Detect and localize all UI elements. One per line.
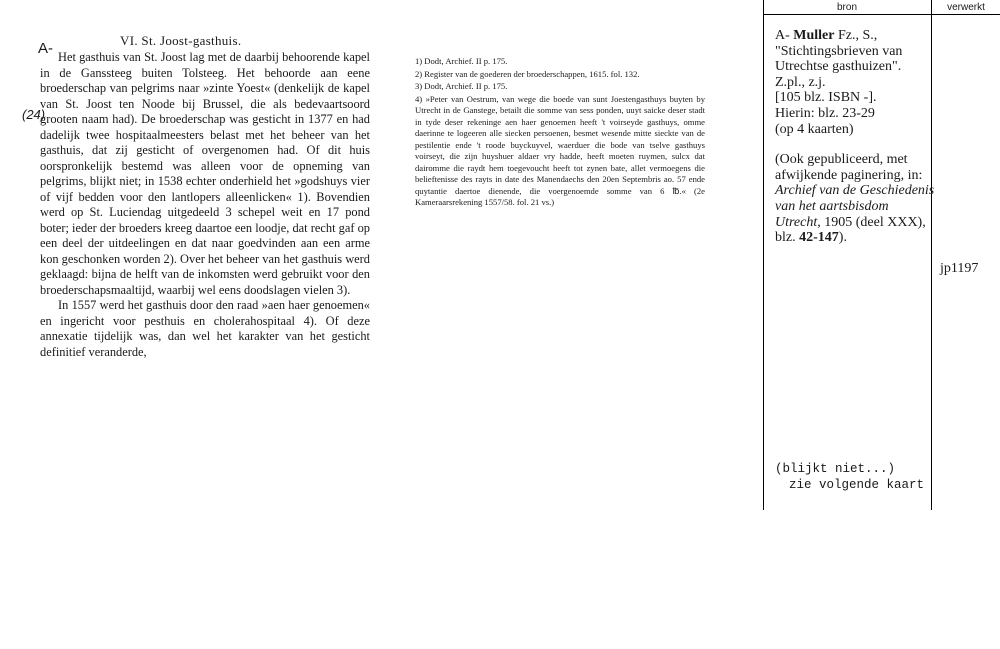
column-header-bron: bron [836,2,857,13]
footnote-1: 1) Dodt, Archief. II p. 175. [415,56,508,66]
handwritten-number: (24) [22,107,46,122]
author-line: A- Muller Fz., S., [775,28,878,43]
card-header-line [763,14,1000,15]
main-text [40,50,370,360]
typed-note-line-2: zie volgende kaart [789,478,925,492]
entry-kaarten: (op 4 kaarten) [775,121,854,137]
bron-entry [775,28,935,246]
card-left-border [763,0,764,510]
entry-place: Z.pl., z.j. [775,74,826,90]
entry-title: "Stichtingsbrieven van Utrechtse gasthuizen". [775,43,903,75]
paragraph-1: Het gasthuis van St. Joost lag met de daarbij behoorende kapel in de Ganssteeg buiten Tolsteeg. Het behoorde aan eene broederschap van pelgrims naar »zinte Yoest« (denkelijk de kapel van St. Joost ten Noode bij Brussel, die als bedevaartsoord grooten naam had). De broederschap was gesticht in 1377 en had dadelijk twee hospitaalmeesters belast met het beheer van het gasthuis, dat zij gesticht of overgenomen had. Of dit huis oorspronkelijk bestemd was alleen voor de opneming van pelgrims, blijkt niet; in 1538 echter onderhield het »godshuys vier of vijf bedden voor den lantlopers alleenlicken« 1). Bovendien werd op St. Luciendag uitgedeeld 3 schepel weit en 17 pond boter; ieder der broeders kreeg daartoe een loodje, dat recht gaf op een deel der uitdeelingen en dat naar goedvinden aan een arme kon geschonken worden 2). Over het beheer van het gasthuis werd geklaagd: bijna de helft van de inkomsten werd gebruikt voor den broederschapsmaaltijd, waarbij wel eens doodslagen vielen 3). [40,50,370,297]
footnote-4: 4) »Peter van Oestrum, van wege die boede van sunt Joestengasthuys buyten by Utrecht in de Ganstege, betailt die somme van sess ponden, uuyt saicke deser stadt in tyde deser rekeninge aen haer genoemen heeft 't voirseyde gasthuys, omme daerinne te logeeren alle siecken persoenen, besmet wesende mitte sieckte van de pestilentie ende 't roode buyckuyvel, waerduer die bode van tselve gasthuys voirseyt, die zijn huyshuer aldaer vry hadde, heeft moeten ruymen, sulcx dat dairomme die raydt hem toegevoucht heeft tot zynen bate, allet vermoegens die belieftenisse des rayts in date des Manendaechs den 20en Septembris ao. 57 ende quytantie daertoe dienende, die voergenoemde somme van 6 ℔.« (2e Kameraarsrekening 1557/58. fol. 21 vs.) [415,93,705,207]
verwerkt-value: jp1197 [940,261,979,276]
paragraph-2: In 1557 werd het gasthuis door den raad »aen haer genoemen« en ingericht voor pesthuis en cholerahospitaal 4). Of deze annexatie tijdelijk was, dan wel het karakter van het gesticht definitief veranderde, [40,298,370,359]
page-heading: VI. St. Joost-gasthuis. [120,33,242,48]
typed-note [775,461,924,493]
footnote-2: 2) Register van de goederen der broederschappen, 1615. fol. 132. [415,68,640,79]
footnotes [415,56,705,210]
entry-hierin: Hierin: blz. 23-29 [775,105,875,121]
margin-mark: A- [38,40,53,57]
footnote-3: 3) Dodt, Archief. II p. 175. [415,81,508,91]
column-header-verwerkt: verwerkt [947,2,985,13]
typed-note-line-1: (blijkt niet...) [775,462,896,476]
entry-pages: [105 blz. ISBN -]. [775,90,877,106]
entry-also-published: (Ook gepubliceerd, met afwijkende paginering, in: Archief van de Geschiedenis van het aartsbisdom Utrecht, 1905 (deel XXX), blz. 42-147). [775,152,935,246]
